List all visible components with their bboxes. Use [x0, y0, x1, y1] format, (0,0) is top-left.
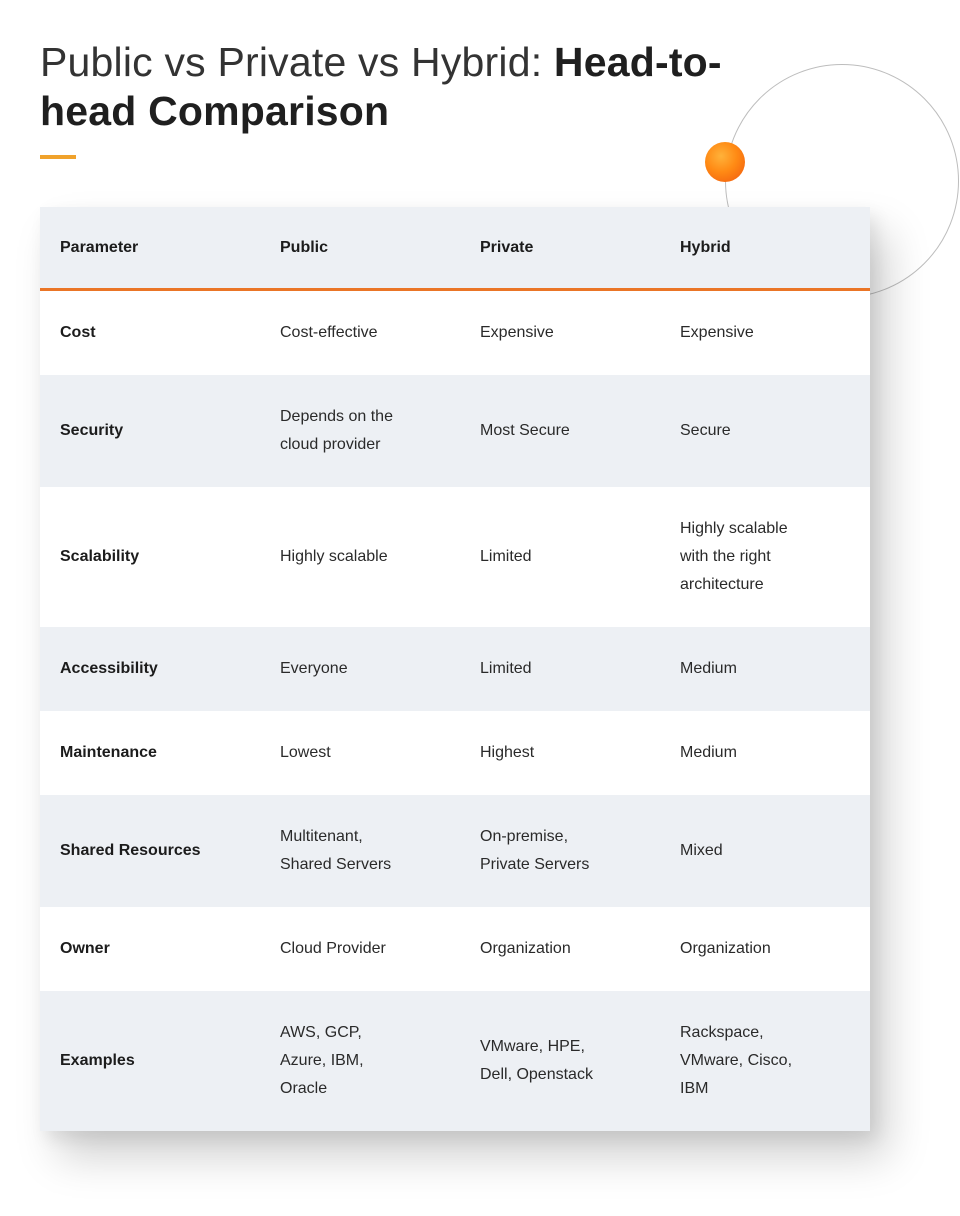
header-hybrid: Hybrid [680, 238, 731, 256]
row-hybrid: Organization [680, 940, 771, 957]
row-hybrid: Medium [680, 660, 737, 677]
table-row [40, 627, 870, 711]
row-private: Expensive [480, 324, 554, 341]
table-row [40, 375, 870, 487]
row-hybrid: Highly scalable with the right architecture [680, 520, 788, 593]
row-public: Cost-effective [280, 324, 378, 341]
row-public: Highly scalable [280, 548, 388, 565]
row-parameter: Security [60, 422, 124, 439]
table-row [40, 795, 870, 907]
row-private: Most Secure [480, 422, 570, 439]
row-public: AWS, GCP, Azure, IBM, Oracle [280, 1024, 364, 1097]
row-private: Highest [480, 744, 535, 761]
header-parameter: Parameter [60, 238, 139, 256]
row-hybrid: Secure [680, 422, 731, 439]
header-public: Public [280, 238, 329, 256]
decorative-orange-dot [705, 142, 745, 182]
page-title-bold: Head-to-head Comparison [40, 39, 722, 134]
row-parameter: Owner [60, 940, 110, 957]
row-hybrid: Mixed [680, 842, 723, 859]
page-title-light: Public vs Private vs Hybrid: [40, 39, 554, 85]
row-hybrid: Medium [680, 744, 737, 761]
table-row [40, 711, 870, 795]
row-public: Multitenant, Shared Servers [280, 828, 392, 873]
row-public: Depends on the cloud provider [280, 408, 393, 453]
row-public: Lowest [280, 744, 331, 761]
table-header-row [40, 207, 870, 291]
table-row [40, 291, 870, 375]
row-public: Everyone [280, 660, 348, 677]
comparison-table [40, 207, 870, 1131]
row-private: VMware, HPE, Dell, Openstack [480, 1038, 593, 1083]
row-private: Limited [480, 548, 532, 565]
row-parameter: Maintenance [60, 744, 157, 761]
row-parameter: Scalability [60, 548, 140, 565]
title-underline-accent [40, 155, 76, 159]
table-row [40, 991, 870, 1131]
row-parameter: Shared Resources [60, 842, 201, 859]
row-hybrid: Expensive [680, 324, 754, 341]
row-private: Limited [480, 660, 532, 677]
row-public: Cloud Provider [280, 940, 386, 957]
row-private: On-premise, Private Servers [480, 828, 590, 873]
page-title [40, 38, 740, 136]
row-hybrid: Rackspace, VMware, Cisco, IBM [680, 1024, 793, 1097]
row-parameter: Accessibility [60, 660, 158, 677]
row-parameter: Cost [60, 324, 96, 341]
table-row [40, 907, 870, 991]
header-private: Private [480, 238, 534, 256]
row-parameter: Examples [60, 1052, 135, 1069]
row-private: Organization [480, 940, 571, 957]
table-row [40, 487, 870, 627]
